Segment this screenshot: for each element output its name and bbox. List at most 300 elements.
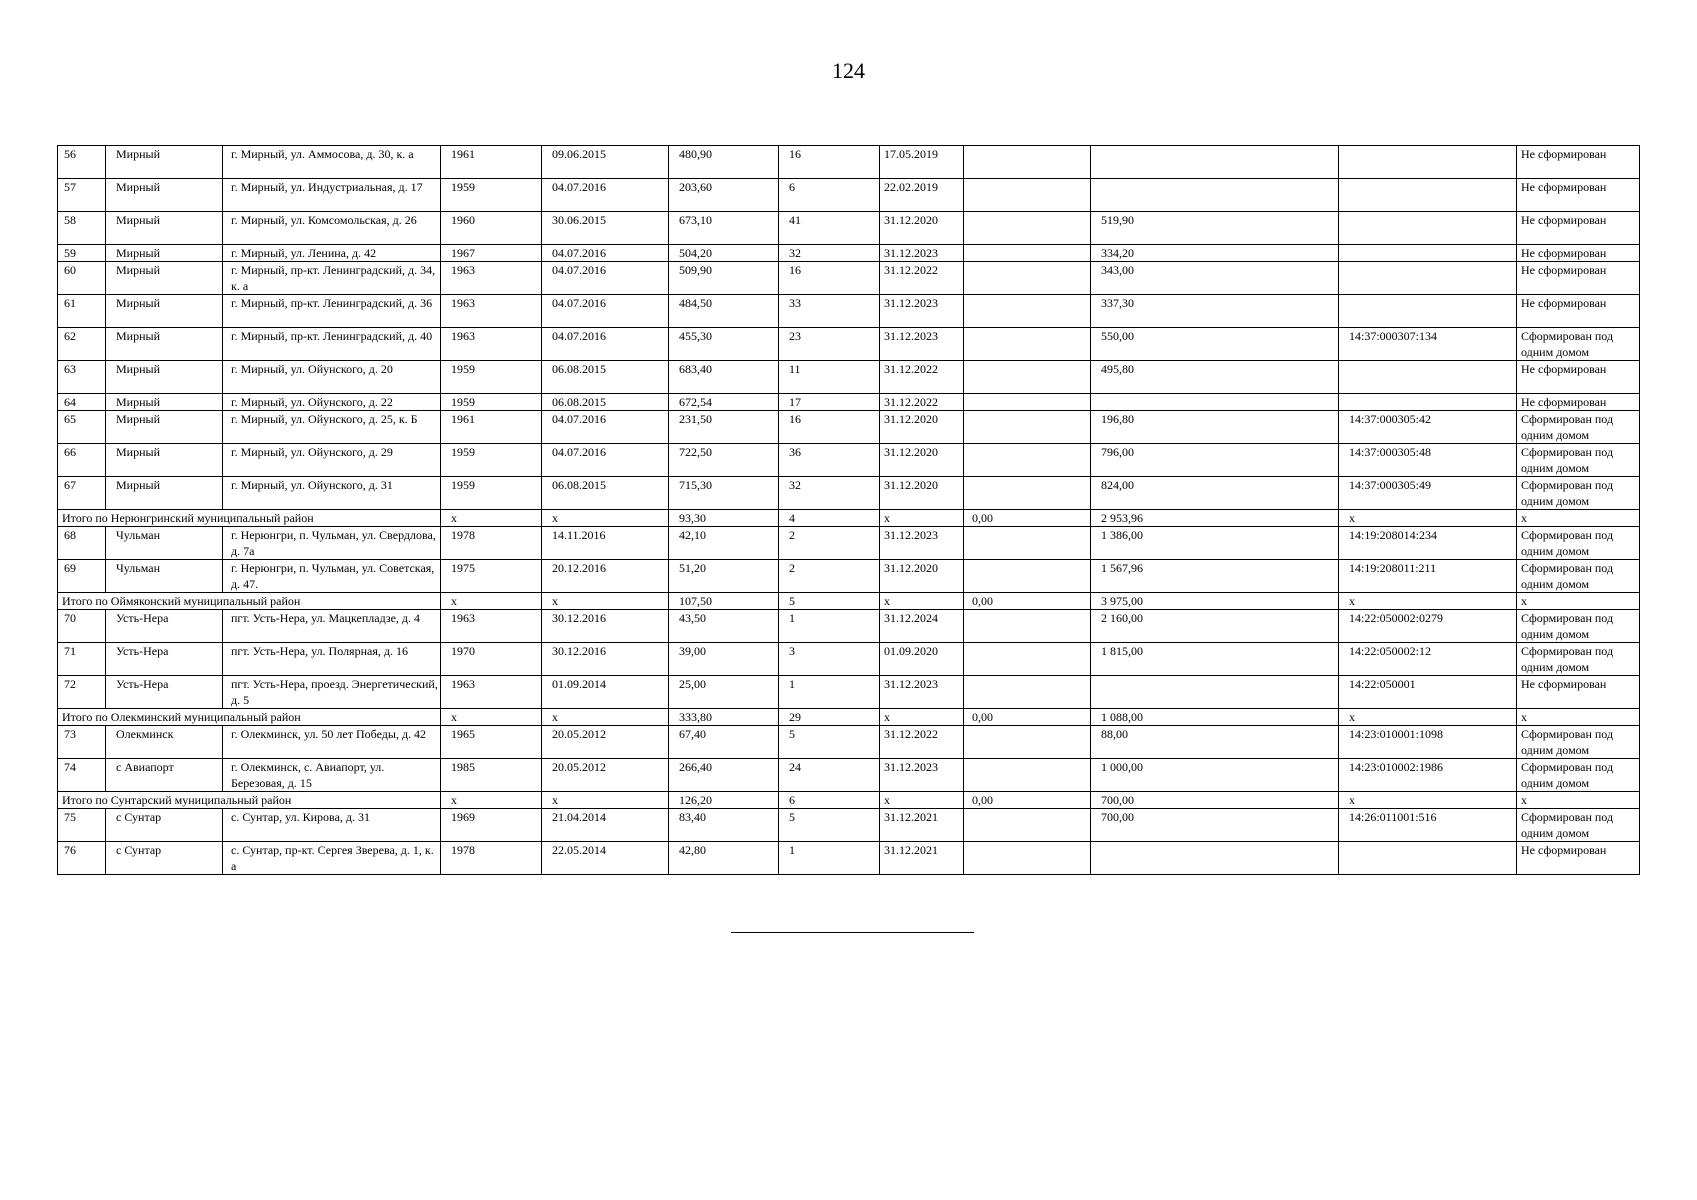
cell-row-number: 73 — [58, 726, 106, 759]
cell-resettlement-deadline: 31.12.2023 — [880, 676, 964, 709]
cell-land-status: Не сформирован — [1517, 179, 1640, 212]
cell-year-built: 1963 — [441, 676, 542, 709]
cell-locality: с Авиапорт — [106, 759, 223, 792]
cell-residents-count: 4 — [779, 510, 880, 527]
cell-cadastral-number: 14:37:000305:42 — [1339, 411, 1517, 444]
subtotal-label: Итого по Сунтарский муниципальный район — [58, 792, 441, 809]
cell-area: 333,80 — [669, 709, 779, 726]
cell-area: 67,40 — [669, 726, 779, 759]
cell-row-number: 69 — [58, 560, 106, 593]
cell-land-status: Сформирован под одним домом — [1517, 643, 1640, 676]
cell-recognition-date: 04.07.2016 — [542, 444, 669, 477]
cell-residents-count: 5 — [779, 593, 880, 610]
subtotal-label: Итого по Оймяконский муниципальный район — [58, 593, 441, 610]
cell-land-area — [1091, 179, 1339, 212]
cell-land-area — [1091, 146, 1339, 179]
cell-land-area: 700,00 — [1091, 792, 1339, 809]
cell-land-area: 1 088,00 — [1091, 709, 1339, 726]
cell-residents-count: 24 — [779, 759, 880, 792]
cell-funding-amount: 0,00 — [964, 510, 1091, 527]
cell-cadastral-number: x — [1339, 709, 1517, 726]
cell-funding-amount — [964, 527, 1091, 560]
cell-residents-count: 11 — [779, 361, 880, 394]
cell-recognition-date: 04.07.2016 — [542, 328, 669, 361]
cell-year-built: 1960 — [441, 212, 542, 245]
cell-area: 42,80 — [669, 842, 779, 875]
cell-residents-count: 5 — [779, 726, 880, 759]
cell-row-number: 75 — [58, 809, 106, 842]
cell-area: 93,30 — [669, 510, 779, 527]
cell-recognition-date: x — [542, 792, 669, 809]
cell-land-status: Сформирован под одним домом — [1517, 328, 1640, 361]
cell-locality: Чульман — [106, 527, 223, 560]
cell-cadastral-number — [1339, 361, 1517, 394]
cell-resettlement-deadline: 01.09.2020 — [880, 643, 964, 676]
cell-land-area: 343,00 — [1091, 262, 1339, 295]
cell-area: 480,90 — [669, 146, 779, 179]
cell-cadastral-number: 14:37:000307:134 — [1339, 328, 1517, 361]
cell-residents-count: 1 — [779, 610, 880, 643]
cell-address: с. Сунтар, пр-кт. Сергея Зверева, д. 1, к. а — [223, 842, 441, 875]
cell-cadastral-number: 14:19:208011:211 — [1339, 560, 1517, 593]
cell-cadastral-number: 14:26:011001:516 — [1339, 809, 1517, 842]
cell-resettlement-deadline: x — [880, 709, 964, 726]
cell-cadastral-number: x — [1339, 792, 1517, 809]
cell-recognition-date: 04.07.2016 — [542, 295, 669, 328]
cell-residents-count: 33 — [779, 295, 880, 328]
cell-locality: с Сунтар — [106, 842, 223, 875]
cell-locality: Мирный — [106, 245, 223, 262]
cell-land-status: Сформирован под одним домом — [1517, 560, 1640, 593]
cell-recognition-date: x — [542, 510, 669, 527]
cell-resettlement-deadline: 31.12.2020 — [880, 560, 964, 593]
cell-land-status: Не сформирован — [1517, 212, 1640, 245]
cell-land-area — [1091, 394, 1339, 411]
cell-land-status: Не сформирован — [1517, 361, 1640, 394]
cell-resettlement-deadline: x — [880, 593, 964, 610]
cell-cadastral-number — [1339, 146, 1517, 179]
cell-cadastral-number — [1339, 295, 1517, 328]
cell-recognition-date: 22.05.2014 — [542, 842, 669, 875]
cell-funding-amount — [964, 610, 1091, 643]
cell-residents-count: 2 — [779, 527, 880, 560]
registry-body — [58, 146, 1640, 875]
cell-locality: Мирный — [106, 394, 223, 411]
table-row — [58, 328, 1640, 361]
cell-area: 126,20 — [669, 792, 779, 809]
cell-year-built: 1978 — [441, 842, 542, 875]
cell-recognition-date: 04.07.2016 — [542, 245, 669, 262]
cell-locality: Мирный — [106, 328, 223, 361]
cell-residents-count: 29 — [779, 709, 880, 726]
table-row — [58, 444, 1640, 477]
cell-row-number: 76 — [58, 842, 106, 875]
table-row — [58, 726, 1640, 759]
cell-recognition-date: 30.12.2016 — [542, 610, 669, 643]
cell-funding-amount — [964, 411, 1091, 444]
cell-land-status: Не сформирован — [1517, 676, 1640, 709]
cell-locality: Мирный — [106, 444, 223, 477]
cell-row-number: 63 — [58, 361, 106, 394]
cell-recognition-date: 04.07.2016 — [542, 411, 669, 444]
cell-cadastral-number: 14:37:000305:48 — [1339, 444, 1517, 477]
cell-funding-amount — [964, 477, 1091, 510]
cell-address: пгт. Усть-Нера, проезд. Энергетический, д. 5 — [223, 676, 441, 709]
cell-area: 509,90 — [669, 262, 779, 295]
table-row — [58, 610, 1640, 643]
cell-land-area: 519,90 — [1091, 212, 1339, 245]
cell-row-number: 58 — [58, 212, 106, 245]
cell-address: г. Мирный, ул. Аммосова, д. 30, к. а — [223, 146, 441, 179]
cell-land-area: 196,80 — [1091, 411, 1339, 444]
cell-funding-amount: 0,00 — [964, 593, 1091, 610]
cell-land-status: Не сформирован — [1517, 394, 1640, 411]
cell-residents-count: 17 — [779, 394, 880, 411]
cell-address: г. Мирный, ул. Ойунского, д. 29 — [223, 444, 441, 477]
table-row — [58, 560, 1640, 593]
cell-area: 42,10 — [669, 527, 779, 560]
cell-land-status: x — [1517, 510, 1640, 527]
cell-cadastral-number — [1339, 212, 1517, 245]
cell-year-built: 1970 — [441, 643, 542, 676]
cell-locality: Мирный — [106, 477, 223, 510]
cell-recognition-date: x — [542, 593, 669, 610]
cell-cadastral-number: 14:23:010002:1986 — [1339, 759, 1517, 792]
cell-funding-amount — [964, 328, 1091, 361]
table-row — [58, 179, 1640, 212]
cell-funding-amount — [964, 560, 1091, 593]
cell-funding-amount — [964, 842, 1091, 875]
cell-land-area: 2 953,96 — [1091, 510, 1339, 527]
cell-residents-count: 6 — [779, 792, 880, 809]
cell-resettlement-deadline: 31.12.2023 — [880, 245, 964, 262]
table-row — [58, 759, 1640, 792]
table-row — [58, 262, 1640, 295]
cell-land-area: 1 567,96 — [1091, 560, 1339, 593]
cell-area: 43,50 — [669, 610, 779, 643]
cell-cadastral-number: 14:22:050001 — [1339, 676, 1517, 709]
cell-cadastral-number: 14:19:208014:234 — [1339, 527, 1517, 560]
cell-residents-count: 23 — [779, 328, 880, 361]
cell-land-area: 88,00 — [1091, 726, 1339, 759]
cell-year-built: x — [441, 510, 542, 527]
cell-recognition-date: 14.11.2016 — [542, 527, 669, 560]
cell-funding-amount — [964, 643, 1091, 676]
cell-year-built: 1978 — [441, 527, 542, 560]
cell-resettlement-deadline: 31.12.2023 — [880, 527, 964, 560]
cell-locality: Усть-Нера — [106, 610, 223, 643]
cell-land-area: 1 000,00 — [1091, 759, 1339, 792]
cell-land-status: Сформирован под одним домом — [1517, 610, 1640, 643]
cell-recognition-date: 20.05.2012 — [542, 759, 669, 792]
cell-address: г. Мирный, пр-кт. Ленинградский, д. 40 — [223, 328, 441, 361]
cell-recognition-date: 04.07.2016 — [542, 262, 669, 295]
cell-locality: Мирный — [106, 361, 223, 394]
cell-resettlement-deadline: 31.12.2022 — [880, 262, 964, 295]
cell-funding-amount — [964, 295, 1091, 328]
cell-year-built: 1963 — [441, 262, 542, 295]
cell-land-area — [1091, 842, 1339, 875]
cell-land-area: 550,00 — [1091, 328, 1339, 361]
cell-year-built: 1959 — [441, 444, 542, 477]
cell-recognition-date: 30.12.2016 — [542, 643, 669, 676]
cell-residents-count: 1 — [779, 676, 880, 709]
cell-land-status: Сформирован под одним домом — [1517, 527, 1640, 560]
cell-area: 673,10 — [669, 212, 779, 245]
cell-year-built: 1975 — [441, 560, 542, 593]
cell-year-built: 1963 — [441, 295, 542, 328]
cell-cadastral-number: x — [1339, 593, 1517, 610]
cell-residents-count: 32 — [779, 477, 880, 510]
cell-year-built: 1985 — [441, 759, 542, 792]
cell-row-number: 62 — [58, 328, 106, 361]
cell-recognition-date: 21.04.2014 — [542, 809, 669, 842]
cell-funding-amount — [964, 146, 1091, 179]
cell-land-area: 495,80 — [1091, 361, 1339, 394]
cell-address: г. Нерюнгри, п. Чульман, ул. Свердлова, д. 7а — [223, 527, 441, 560]
cell-address: г. Мирный, ул. Ленина, д. 42 — [223, 245, 441, 262]
cell-recognition-date: x — [542, 709, 669, 726]
cell-resettlement-deadline: x — [880, 510, 964, 527]
cell-address: г. Олекминск, с. Авиапорт, ул. Березовая, д. 15 — [223, 759, 441, 792]
cell-locality: Усть-Нера — [106, 643, 223, 676]
cell-recognition-date: 20.12.2016 — [542, 560, 669, 593]
cell-address: г. Мирный, ул. Ойунского, д. 22 — [223, 394, 441, 411]
cell-resettlement-deadline: 31.12.2022 — [880, 394, 964, 411]
cell-land-status: Сформирован под одним домом — [1517, 444, 1640, 477]
cell-locality: Олекминск — [106, 726, 223, 759]
cell-funding-amount — [964, 759, 1091, 792]
cell-cadastral-number: 14:22:050002:12 — [1339, 643, 1517, 676]
cell-funding-amount — [964, 676, 1091, 709]
subtotal-row — [58, 510, 1640, 527]
cell-cadastral-number — [1339, 245, 1517, 262]
subtotal-row — [58, 792, 1640, 809]
cell-locality: Мирный — [106, 295, 223, 328]
cell-resettlement-deadline: 31.12.2022 — [880, 361, 964, 394]
cell-cadastral-number — [1339, 262, 1517, 295]
cell-row-number: 56 — [58, 146, 106, 179]
cell-area: 266,40 — [669, 759, 779, 792]
cell-row-number: 59 — [58, 245, 106, 262]
cell-funding-amount — [964, 262, 1091, 295]
cell-row-number: 74 — [58, 759, 106, 792]
subtotal-row — [58, 593, 1640, 610]
cell-land-status: Не сформирован — [1517, 295, 1640, 328]
table-row — [58, 394, 1640, 411]
cell-row-number: 57 — [58, 179, 106, 212]
cell-cadastral-number: 14:37:000305:49 — [1339, 477, 1517, 510]
cell-row-number: 66 — [58, 444, 106, 477]
cell-residents-count: 16 — [779, 262, 880, 295]
cell-resettlement-deadline: 17.05.2019 — [880, 146, 964, 179]
cell-residents-count: 1 — [779, 842, 880, 875]
cell-cadastral-number — [1339, 179, 1517, 212]
cell-row-number: 60 — [58, 262, 106, 295]
cell-land-area: 334,20 — [1091, 245, 1339, 262]
subtotal-label: Итого по Олекминский муниципальный район — [58, 709, 441, 726]
cell-address: пгт. Усть-Нера, ул. Полярная, д. 16 — [223, 643, 441, 676]
cell-row-number: 61 — [58, 295, 106, 328]
cell-row-number: 67 — [58, 477, 106, 510]
cell-cadastral-number: 14:23:010001:1098 — [1339, 726, 1517, 759]
cell-residents-count: 16 — [779, 411, 880, 444]
cell-recognition-date: 06.08.2015 — [542, 361, 669, 394]
cell-area: 107,50 — [669, 593, 779, 610]
cell-year-built: 1963 — [441, 328, 542, 361]
cell-land-area: 1 386,00 — [1091, 527, 1339, 560]
cell-row-number: 70 — [58, 610, 106, 643]
cell-resettlement-deadline: 31.12.2021 — [880, 809, 964, 842]
cell-year-built: 1959 — [441, 394, 542, 411]
cell-locality: Мирный — [106, 212, 223, 245]
cell-recognition-date: 20.05.2012 — [542, 726, 669, 759]
cell-land-status: Не сформирован — [1517, 262, 1640, 295]
cell-locality: Мирный — [106, 179, 223, 212]
cell-funding-amount — [964, 245, 1091, 262]
table-row — [58, 809, 1640, 842]
cell-year-built: 1969 — [441, 809, 542, 842]
cell-funding-amount — [964, 444, 1091, 477]
cell-land-area: 796,00 — [1091, 444, 1339, 477]
cell-area: 203,60 — [669, 179, 779, 212]
cell-land-area: 1 815,00 — [1091, 643, 1339, 676]
cell-recognition-date: 09.06.2015 — [542, 146, 669, 179]
cell-area: 672,54 — [669, 394, 779, 411]
cell-resettlement-deadline: 31.12.2023 — [880, 759, 964, 792]
cell-address: г. Мирный, ул. Индустриальная, д. 17 — [223, 179, 441, 212]
cell-funding-amount: 0,00 — [964, 792, 1091, 809]
cell-locality: Мирный — [106, 262, 223, 295]
cell-land-area: 3 975,00 — [1091, 593, 1339, 610]
cell-resettlement-deadline: 31.12.2020 — [880, 444, 964, 477]
cell-resettlement-deadline: 31.12.2020 — [880, 477, 964, 510]
table-row — [58, 146, 1640, 179]
cell-area: 83,40 — [669, 809, 779, 842]
cell-address: с. Сунтар, ул. Кирова, д. 31 — [223, 809, 441, 842]
cell-land-status: Не сформирован — [1517, 146, 1640, 179]
cell-year-built: 1965 — [441, 726, 542, 759]
cell-recognition-date: 01.09.2014 — [542, 676, 669, 709]
cell-row-number: 65 — [58, 411, 106, 444]
cell-resettlement-deadline: 31.12.2022 — [880, 726, 964, 759]
cell-land-status: Сформирован под одним домом — [1517, 411, 1640, 444]
cell-funding-amount — [964, 809, 1091, 842]
cell-funding-amount — [964, 361, 1091, 394]
table-row — [58, 643, 1640, 676]
cell-address: г. Мирный, пр-кт. Ленинградский, д. 36 — [223, 295, 441, 328]
cell-area: 722,50 — [669, 444, 779, 477]
cell-land-area — [1091, 676, 1339, 709]
cell-locality: Мирный — [106, 411, 223, 444]
cell-land-area: 824,00 — [1091, 477, 1339, 510]
cell-cadastral-number: x — [1339, 510, 1517, 527]
cell-area: 715,30 — [669, 477, 779, 510]
cell-funding-amount — [964, 179, 1091, 212]
page-number: 124 — [832, 58, 865, 83]
cell-land-status: Сформирован под одним домом — [1517, 759, 1640, 792]
cell-address: г. Нерюнгри, п. Чульман, ул. Советская, д. 47. — [223, 560, 441, 593]
cell-address: г. Мирный, ул. Ойунского, д. 25, к. Б — [223, 411, 441, 444]
cell-land-status: Сформирован под одним домом — [1517, 726, 1640, 759]
cell-land-area: 700,00 — [1091, 809, 1339, 842]
cell-area: 25,00 — [669, 676, 779, 709]
cell-cadastral-number — [1339, 394, 1517, 411]
cell-resettlement-deadline: 31.12.2020 — [880, 212, 964, 245]
table-row — [58, 411, 1640, 444]
cell-row-number: 72 — [58, 676, 106, 709]
cell-resettlement-deadline: 31.12.2021 — [880, 842, 964, 875]
cell-recognition-date: 06.08.2015 — [542, 477, 669, 510]
cell-resettlement-deadline: 31.12.2020 — [880, 411, 964, 444]
cell-land-area: 2 160,00 — [1091, 610, 1339, 643]
cell-area: 455,30 — [669, 328, 779, 361]
cell-year-built: x — [441, 709, 542, 726]
cell-address: г. Мирный, ул. Ойунского, д. 31 — [223, 477, 441, 510]
cell-cadastral-number: 14:22:050002:0279 — [1339, 610, 1517, 643]
subtotal-label: Итого по Нерюнгринский муниципальный район — [58, 510, 441, 527]
table-row — [58, 295, 1640, 328]
cell-resettlement-deadline: 31.12.2023 — [880, 328, 964, 361]
cell-row-number: 68 — [58, 527, 106, 560]
cell-area: 39,00 — [669, 643, 779, 676]
cell-address: г. Мирный, ул. Ойунского, д. 20 — [223, 361, 441, 394]
cell-resettlement-deadline: 31.12.2023 — [880, 295, 964, 328]
table-row — [58, 477, 1640, 510]
table-row — [58, 212, 1640, 245]
cell-recognition-date: 06.08.2015 — [542, 394, 669, 411]
cell-area: 51,20 — [669, 560, 779, 593]
cell-land-status: Не сформирован — [1517, 842, 1640, 875]
cell-locality: Чульман — [106, 560, 223, 593]
cell-residents-count: 16 — [779, 146, 880, 179]
cell-land-area: 337,30 — [1091, 295, 1339, 328]
cell-area: 683,40 — [669, 361, 779, 394]
cell-funding-amount — [964, 212, 1091, 245]
footer-separator — [731, 932, 974, 933]
cell-residents-count: 6 — [779, 179, 880, 212]
cell-recognition-date: 04.07.2016 — [542, 179, 669, 212]
cell-year-built: x — [441, 792, 542, 809]
cell-funding-amount — [964, 726, 1091, 759]
cell-residents-count: 32 — [779, 245, 880, 262]
cell-locality: Усть-Нера — [106, 676, 223, 709]
cell-land-status: Сформирован под одним домом — [1517, 477, 1640, 510]
table-row — [58, 842, 1640, 875]
cell-land-status: Сформирован под одним домом — [1517, 809, 1640, 842]
cell-row-number: 64 — [58, 394, 106, 411]
table-row — [58, 676, 1640, 709]
cell-land-status: Не сформирован — [1517, 245, 1640, 262]
cell-year-built: 1959 — [441, 477, 542, 510]
housing-registry-table — [57, 145, 1640, 875]
cell-recognition-date: 30.06.2015 — [542, 212, 669, 245]
cell-resettlement-deadline: 31.12.2024 — [880, 610, 964, 643]
cell-residents-count: 41 — [779, 212, 880, 245]
cell-address: пгт. Усть-Нера, ул. Мацкепладзе, д. 4 — [223, 610, 441, 643]
cell-year-built: 1961 — [441, 146, 542, 179]
cell-residents-count: 2 — [779, 560, 880, 593]
table-row — [58, 361, 1640, 394]
cell-locality: с Сунтар — [106, 809, 223, 842]
cell-cadastral-number — [1339, 842, 1517, 875]
cell-land-status: x — [1517, 792, 1640, 809]
cell-year-built: 1961 — [441, 411, 542, 444]
cell-residents-count: 5 — [779, 809, 880, 842]
cell-locality: Мирный — [106, 146, 223, 179]
cell-land-status: x — [1517, 709, 1640, 726]
cell-year-built: 1967 — [441, 245, 542, 262]
